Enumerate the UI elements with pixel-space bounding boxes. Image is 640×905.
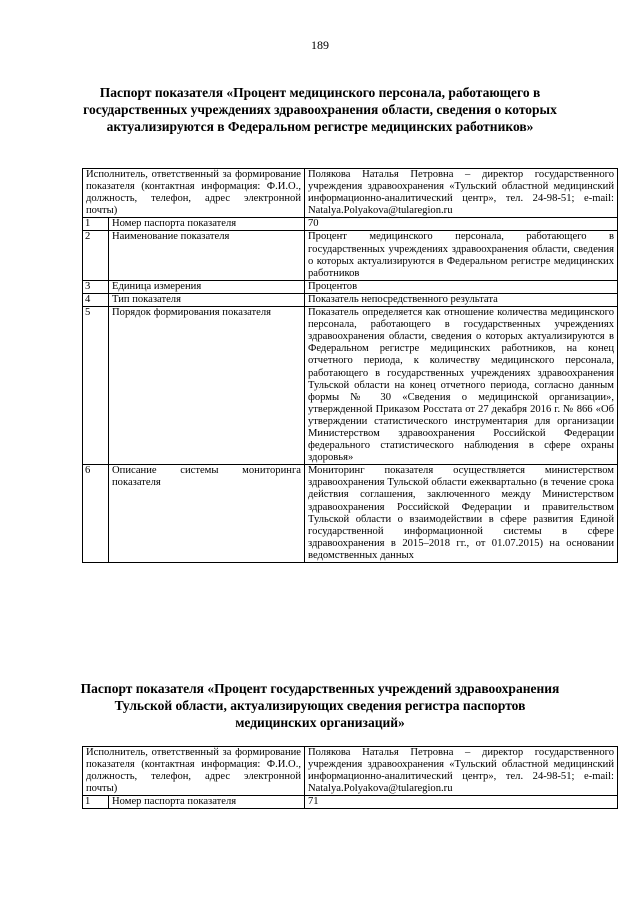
passport-1-table (82, 168, 618, 563)
table-row (83, 169, 618, 218)
row-number: 1 (83, 796, 109, 809)
row-value: Мониторинг показателя осуществляется министерством здравоохранения Тульской области ежеквартально (в течение срока действия соглашения, заключенного между Министерством здравоохранения Российской Федерации и правительством Тульской области о взаимодействии в сфере развития Единой государственной информационной системы в сфере здравоохранения в 2015–2018 гг., от 01.07.2015) на основании ведомственных данных (305, 465, 618, 563)
row-value: 70 (305, 218, 618, 231)
row-name: Номер паспорта показателя (109, 218, 305, 231)
row-number: 2 (83, 231, 109, 280)
executor-value: Полякова Наталья Петровна – директор государственного учреждения здравоохранения «Тульский областной медицинский информационно-аналитический центр», тел. 24-98-51; e-mail: Natalya.Polyakova@tularegion.ru (305, 169, 618, 218)
row-value: Показатель непосредственного результата (305, 293, 618, 306)
passport-2-table (82, 746, 618, 809)
executor-value: Полякова Наталья Петровна – директор государственного учреждения здравоохранения «Тульский областной медицинский информационно-аналитический центр», тел. 24-98-51; e-mail: Natalya.Polyakova@tularegion.ru (305, 747, 618, 796)
row-name: Единица измерения (109, 280, 305, 293)
table-row (83, 280, 618, 293)
row-number: 1 (83, 218, 109, 231)
table-row (83, 231, 618, 280)
row-number: 4 (83, 293, 109, 306)
passport-1-title: Паспорт показателя «Процент медицинского персонала, работающего в государственных учреждениях здравоохранения области, сведения о которых актуализируются в Федеральном регистре медицинских работников» (83, 85, 557, 134)
passport-2-title: Паспорт показателя «Процент государственных учреждений здравоохранения Тульской области, актуализирующих сведения регистра паспортов медицинских организаций» (80, 681, 560, 730)
table-row (83, 747, 618, 796)
table-row (83, 465, 618, 563)
row-value: Процент медицинского персонала, работающего в государственных учреждениях здравоохранения области, сведения о которых актуализируются в Федеральном регистре медицинских работников (305, 231, 618, 280)
row-name: Тип показателя (109, 293, 305, 306)
row-number: 6 (83, 465, 109, 563)
executor-label: Исполнитель, ответственный за формирование показателя (контактная информация: Ф.И.О., должность, телефон, адрес электронной почты) (83, 747, 305, 796)
table-row (83, 293, 618, 306)
executor-label: Исполнитель, ответственный за формирование показателя (контактная информация: Ф.И.О., должность, телефон, адрес электронной почты) (83, 169, 305, 218)
page-number: 189 (311, 38, 329, 52)
row-name: Порядок формирования показателя (109, 307, 305, 465)
row-number: 3 (83, 280, 109, 293)
row-name: Номер паспорта показателя (109, 796, 305, 809)
table-row (83, 796, 618, 809)
row-name: Описание системы мониторинга показателя (109, 465, 305, 563)
row-value: 71 (305, 796, 618, 809)
table-row (83, 307, 618, 465)
table-row (83, 218, 618, 231)
row-name: Наименование показателя (109, 231, 305, 280)
row-value: Процентов (305, 280, 618, 293)
row-value: Показатель определяется как отношение количества медицинского персонала, работающего в государственных учреждениях здравоохранения области, сведения о которых актуализируются в Федеральном регистре медицинских работников, на конец отчетного периода, к количеству медицинского персонала, работающего в государственных учреждениях здравоохранения Тульской области на конец отчетного периода, согласно данным формы № 30 «Сведения о медицинской организации», утвержденной Приказом Росстата от 27 декабря 2016 г. № 866 «Об утверждении статистического инструментария для организации Министерством здравоохранения Российской Федерации федерального статистического наблюдения в сфере охраны здоровья» (305, 307, 618, 465)
row-number: 5 (83, 307, 109, 465)
